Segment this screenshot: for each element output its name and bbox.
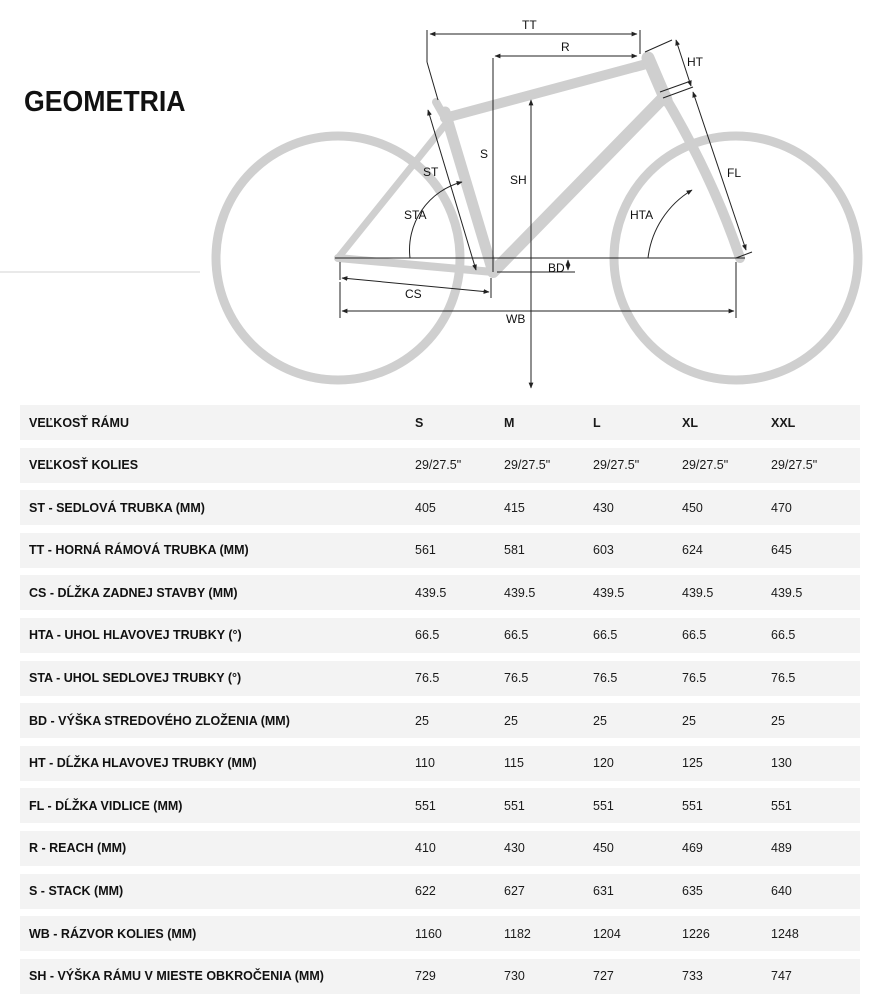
table-cell: 561 (415, 543, 436, 558)
table-cell: 1226 (682, 926, 710, 941)
wb-label: WB (506, 312, 526, 326)
table-row (20, 788, 860, 823)
table-row (20, 831, 860, 866)
table-header-row (20, 405, 860, 440)
table-cell: 25 (682, 713, 696, 728)
table-cell: 430 (593, 500, 614, 515)
table-cell: 450 (593, 841, 614, 856)
table-cell: 1204 (593, 926, 621, 941)
table-cell: 489 (771, 841, 792, 856)
table-cell: 120 (593, 756, 614, 771)
hta-label: HTA (630, 208, 654, 222)
table-cell: 66.5 (593, 628, 618, 643)
table-cell: 76.5 (593, 671, 618, 686)
table-row (20, 618, 860, 653)
table-row (20, 746, 860, 781)
table-cell: 551 (415, 798, 436, 813)
table-cell: 624 (682, 543, 703, 558)
row-label: ST - SEDLOVÁ TRUBKA (MM) (29, 500, 205, 515)
table-row (20, 959, 860, 994)
table-cell: 66.5 (504, 628, 529, 643)
chain-stay (338, 258, 493, 272)
table-cell: 1160 (415, 926, 442, 941)
top-tube (445, 63, 650, 118)
sta-label: STA (404, 208, 427, 222)
bike-frame (216, 58, 858, 380)
table-cell: 469 (682, 841, 703, 856)
row-label: R - REACH (MM) (29, 841, 127, 856)
table-cell: 76.5 (415, 671, 440, 686)
table-cell: 733 (682, 969, 703, 984)
table-cell: 110 (415, 756, 435, 771)
table-cell: 631 (593, 884, 614, 899)
row-label: BD - VÝŠKA STREDOVÉHO ZLOŽENIA (MM) (29, 713, 290, 728)
table-cell: 551 (593, 798, 614, 813)
row-label: TT - HORNÁ RÁMOVÁ TRUBKA (MM) (29, 543, 249, 558)
table-cell: 29/27.5" (771, 458, 818, 473)
table-cell: 66.5 (771, 628, 796, 643)
row-label: CS - DĹŽKA ZADNEJ STAVBY (MM) (29, 585, 238, 600)
table-cell: 622 (415, 884, 436, 899)
size-xxl-header: XXL (771, 415, 796, 430)
table-cell: 405 (415, 500, 436, 515)
r-label: R (561, 40, 570, 54)
table-cell: 415 (504, 500, 525, 515)
row-label: HT - DĹŽKA HLAVOVEJ TRUBKY (MM) (29, 756, 257, 771)
seatpost (436, 102, 445, 118)
row-label: FL - DĹŽKA VIDLICE (MM) (29, 798, 183, 813)
row-label: HTA - UHOL HLAVOVEJ TRUBKY (°) (29, 628, 242, 643)
table-cell: 730 (504, 969, 525, 984)
tt-label: TT (522, 18, 537, 32)
table-cell: 25 (504, 713, 518, 728)
row-label: STA - UHOL SEDLOVEJ TRUBKY (°) (29, 671, 242, 686)
s-label: S (480, 147, 489, 161)
row-label: WB - RÁZVOR KOLIES (MM) (29, 926, 197, 941)
table-cell: 29/27.5" (415, 458, 462, 473)
table-cell: 450 (682, 500, 703, 515)
table-row (20, 490, 860, 525)
table-cell: 29/27.5" (593, 458, 640, 473)
table-cell: 439.5 (504, 585, 536, 600)
table-cell: 66.5 (682, 628, 707, 643)
sh-label: SH (510, 173, 527, 187)
table-cell: 25 (593, 713, 607, 728)
table-cell: 747 (771, 969, 792, 984)
table-cell: 130 (771, 756, 792, 771)
table-cell: 1248 (771, 926, 799, 941)
table-cell: 439.5 (682, 585, 714, 600)
size-xl-header: XL (682, 415, 698, 430)
table-cell: 125 (682, 756, 703, 771)
table-row (20, 533, 860, 568)
cs-label: CS (405, 287, 422, 301)
table-cell: 25 (771, 713, 785, 728)
size-m-header: M (504, 415, 515, 430)
bd-label: BD (548, 261, 565, 275)
table-cell: 439.5 (771, 585, 803, 600)
table-cell: 640 (771, 884, 792, 899)
table-cell: 76.5 (682, 671, 707, 686)
table-cell: 76.5 (504, 671, 529, 686)
table-cell: 29/27.5" (504, 458, 551, 473)
page-title: GEOMETRIA (24, 86, 186, 118)
table-cell: 439.5 (415, 585, 447, 600)
table-cell: 551 (771, 798, 792, 813)
row-label: SH - VÝŠKA RÁMU V MIESTE OBKROČENIA (MM) (29, 969, 324, 984)
table-row (20, 448, 860, 483)
size-l-header: L (593, 415, 601, 430)
table-cell: 551 (504, 798, 525, 813)
fl-label: FL (727, 166, 742, 180)
size-s-header: S (415, 415, 424, 430)
geometry-table (20, 405, 860, 1001)
bike-geometry-diagram (0, 0, 878, 400)
table-cell: 1182 (504, 926, 531, 941)
table-cell: 729 (415, 969, 436, 984)
table-cell: 635 (682, 884, 703, 899)
table-cell: 29/27.5" (682, 458, 729, 473)
table-row (20, 575, 860, 610)
table-cell: 645 (771, 543, 792, 558)
row-label: VEĽKOSŤ KOLIES (29, 458, 139, 473)
table-cell: 410 (415, 841, 436, 856)
table-cell: 76.5 (771, 671, 796, 686)
table-cell: 430 (504, 841, 525, 856)
ht-label: HT (687, 55, 703, 69)
table-cell: 66.5 (415, 628, 440, 643)
table-row (20, 661, 860, 696)
st-label: ST (423, 165, 439, 179)
table-row (20, 874, 860, 909)
table-cell: 727 (593, 969, 614, 984)
table-cell: 603 (593, 543, 614, 558)
table-cell: 627 (504, 884, 525, 899)
table-row (20, 916, 860, 951)
dimension-lines (335, 30, 752, 388)
table-cell: 581 (504, 543, 525, 558)
header-label: VEĽKOSŤ RÁMU (29, 415, 129, 430)
row-label: S - STACK (MM) (29, 884, 124, 899)
table-cell: 551 (682, 798, 703, 813)
table-row (20, 703, 860, 738)
table-cell: 115 (504, 756, 524, 771)
table-cell: 439.5 (593, 585, 625, 600)
table-cell: 25 (415, 713, 429, 728)
table-cell: 470 (771, 500, 792, 515)
